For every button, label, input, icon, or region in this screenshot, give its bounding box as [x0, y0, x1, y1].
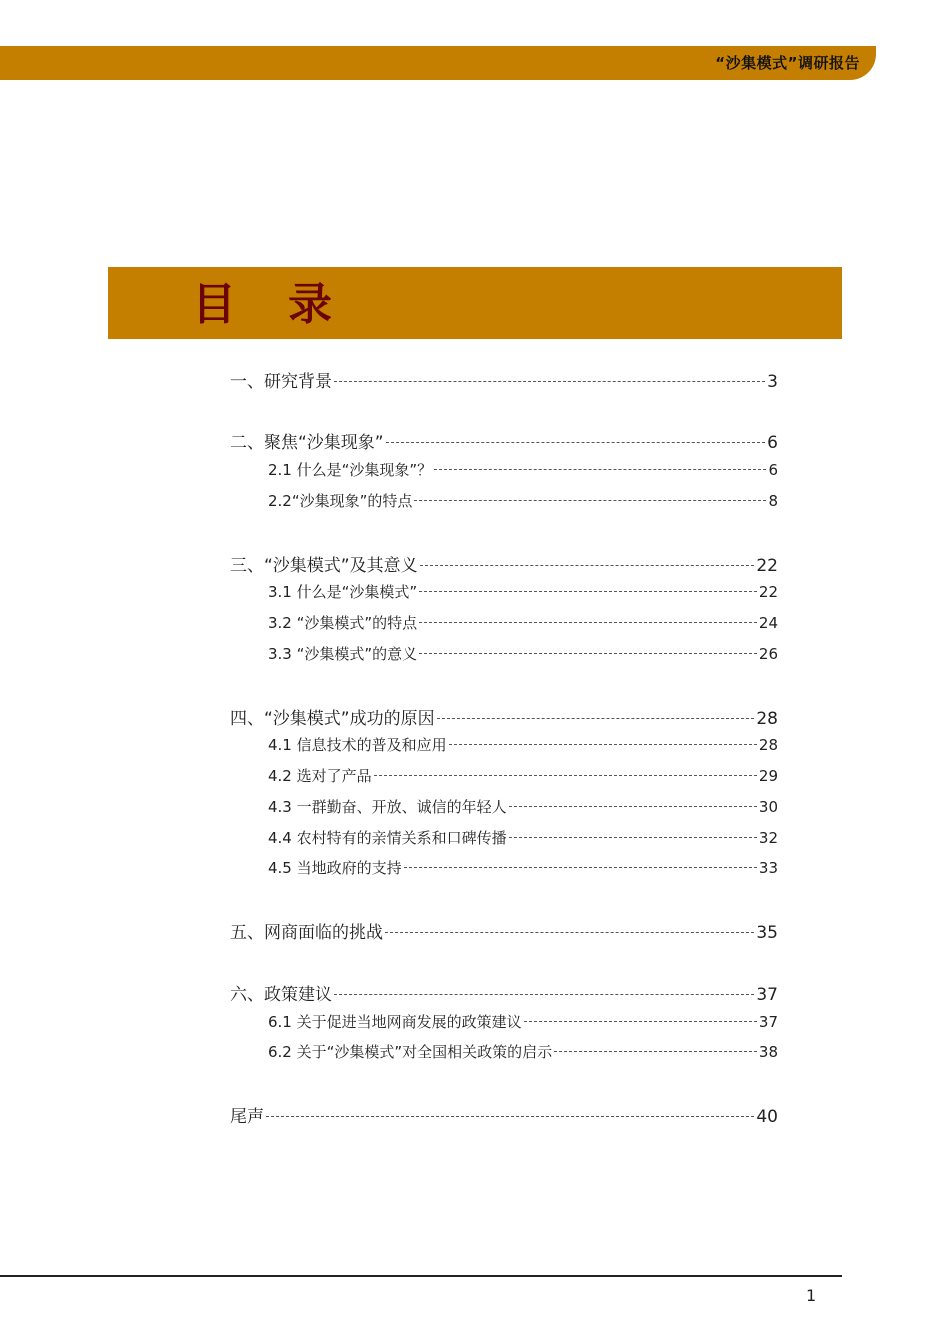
toc-entry[interactable]: [230, 551, 778, 576]
toc-entry-page: 24: [758, 614, 778, 632]
toc-heading: 目录: [192, 279, 384, 330]
toc-leader-dots: [334, 994, 754, 995]
toc-entry[interactable]: [230, 704, 778, 729]
toc-entry-page: 26: [758, 645, 778, 663]
toc-leader-dots: [524, 1021, 757, 1022]
toc-entry-label: 4.1 信息技术的普及和应用: [268, 736, 447, 754]
toc-entry[interactable]: [268, 796, 778, 817]
toc-leader-dots: [437, 718, 755, 719]
toc-entry-label: 五、网商面临的挑战: [230, 923, 383, 943]
toc-entry-label: 4.2 选对了产品: [268, 767, 372, 785]
header-title: “沙集模式”调研报告: [715, 54, 860, 72]
toc-leader-dots: [434, 469, 766, 470]
toc-entry[interactable]: [268, 459, 778, 480]
toc-entry[interactable]: [268, 490, 778, 511]
toc-entry[interactable]: [230, 918, 778, 943]
toc-entry[interactable]: [268, 734, 778, 755]
toc-entry[interactable]: [268, 827, 778, 848]
toc-entry[interactable]: [268, 765, 778, 786]
toc-entry-label: 6.1 关于促进当地网商发展的政策建议: [268, 1013, 522, 1031]
toc-entry[interactable]: [268, 1041, 778, 1062]
toc-leader-dots: [509, 806, 757, 807]
toc-entry-page: 38: [758, 1043, 778, 1061]
toc-leader-dots: [414, 500, 766, 501]
toc-leader-dots: [419, 622, 757, 623]
toc-leader-dots: [509, 837, 757, 838]
page-number: 1: [806, 1286, 817, 1305]
toc-leader-dots: [554, 1051, 757, 1052]
toc-leader-dots: [386, 442, 766, 443]
toc-entry-page: 35: [756, 923, 778, 943]
toc-entry-label: 6.2 关于“沙集模式”对全国相关政策的启示: [268, 1043, 553, 1061]
toc-leader-dots: [419, 591, 757, 592]
toc-entry-page: 33: [758, 859, 778, 877]
toc-entry[interactable]: [268, 643, 778, 664]
toc-entry-label: 四、“沙集模式”成功的原因: [230, 709, 435, 729]
toc-leader-dots: [449, 744, 757, 745]
toc-entry-page: 6: [768, 461, 778, 479]
toc-entry[interactable]: [230, 1102, 778, 1127]
toc-entry-label: 3.2 “沙集模式”的特点: [268, 614, 418, 632]
toc-entry[interactable]: [268, 581, 778, 602]
toc-entry-page: 8: [768, 492, 778, 510]
toc-leader-dots: [385, 932, 754, 933]
toc-entry-page: 22: [756, 556, 778, 576]
toc-entry-page: 6: [767, 433, 778, 453]
toc-entry-page: 28: [756, 709, 778, 729]
toc-entry-label: 六、政策建议: [230, 985, 332, 1005]
toc-leader-dots: [404, 867, 757, 868]
toc-entry-label: 3.1 什么是“沙集模式”: [268, 583, 418, 601]
toc-entry-page: 22: [758, 583, 778, 601]
toc-entry[interactable]: [268, 1011, 778, 1032]
toc-leader-dots: [374, 775, 757, 776]
toc-entry-page: 30: [758, 798, 778, 816]
toc-entry-label: 三、“沙集模式”及其意义: [230, 556, 418, 576]
toc-entry-label: 一、研究背景: [230, 372, 332, 392]
toc-entry-label: 尾声: [230, 1107, 264, 1127]
toc-entry-page: 37: [756, 985, 778, 1005]
toc-entry-label: 4.5 当地政府的支持: [268, 859, 402, 877]
toc-entry-page: 28: [758, 736, 778, 754]
toc-entry-label: 4.3 一群勤奋、开放、诚信的年轻人: [268, 798, 507, 816]
toc-leader-dots: [266, 1116, 754, 1117]
toc-entry-page: 37: [758, 1013, 778, 1031]
toc-entry-page: 29: [758, 767, 778, 785]
toc-entry-page: 3: [767, 372, 778, 392]
toc-entry-page: 40: [756, 1107, 778, 1127]
toc-leader-dots: [419, 653, 757, 654]
toc-entry-page: 32: [758, 829, 778, 847]
toc-entry[interactable]: [268, 612, 778, 633]
toc-entry[interactable]: [230, 428, 778, 453]
toc-entry-label: 二、聚焦“沙集现象”: [230, 433, 384, 453]
toc-leader-dots: [420, 565, 755, 566]
toc-entry[interactable]: [230, 367, 778, 392]
toc-leader-dots: [334, 381, 765, 382]
toc-entry-label: 2.2“沙集现象”的特点: [268, 492, 413, 510]
toc-entry-label: 2.1 什么是“沙集现象”？: [268, 461, 433, 479]
toc-entry-label: 3.3 “沙集模式”的意义: [268, 645, 418, 663]
toc-entry-label: 4.4 农村特有的亲情关系和口碑传播: [268, 829, 507, 847]
footer-rule: [0, 1275, 842, 1277]
toc-entry[interactable]: [230, 980, 778, 1005]
toc-entry[interactable]: [268, 857, 778, 878]
